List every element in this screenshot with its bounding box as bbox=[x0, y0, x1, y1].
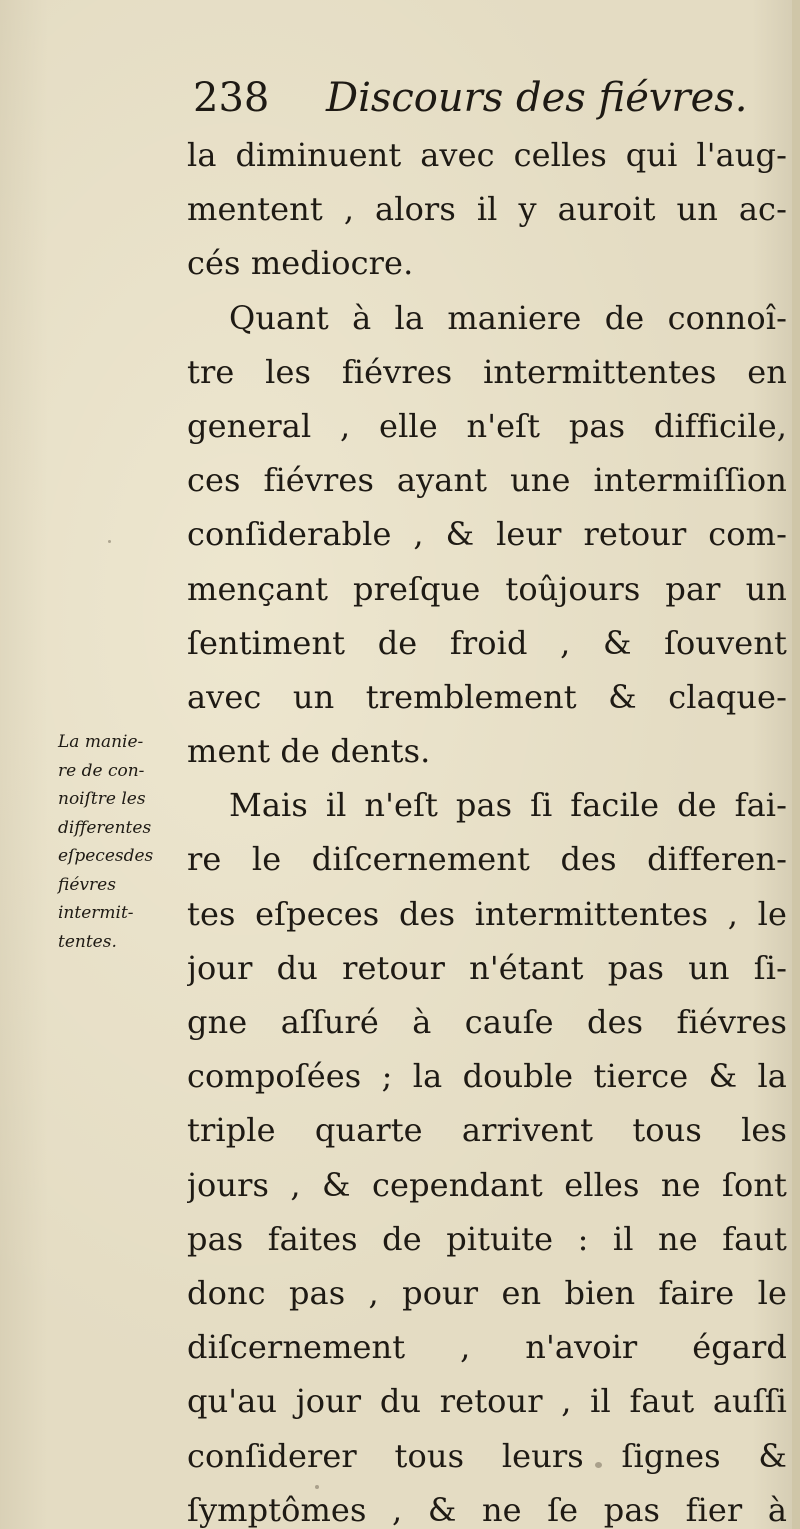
margin-note-line: intermit- bbox=[58, 903, 134, 923]
text-line: mençant preſque toûjours par un bbox=[187, 569, 787, 608]
margin-note-line: re de con- bbox=[58, 760, 145, 781]
running-title: Discours des fiévres. bbox=[326, 75, 748, 121]
text-line: gne aſſuré à cauſe des fiévres bbox=[187, 1003, 787, 1041]
body-text bbox=[187, 128, 787, 1529]
text-line: ſentiment de froid , & ſouvent bbox=[187, 623, 787, 662]
text-line: pas faites de pituite : il ne faut bbox=[187, 1219, 787, 1258]
text-line: qu'au jour du retour , il faut auſſi bbox=[187, 1382, 787, 1421]
margin-note-line: fiévres bbox=[58, 874, 116, 895]
margin-note-line: tentes. bbox=[58, 931, 117, 952]
text-line: conſiderer tous leurs ſignes & bbox=[187, 1436, 787, 1475]
margin-note bbox=[58, 728, 188, 956]
text-line: tre les fiévres intermittentes en bbox=[187, 352, 787, 391]
text-line: tes eſpeces des intermittentes , le bbox=[187, 894, 787, 933]
text-line: re le diſcernement des differen- bbox=[187, 840, 787, 879]
text-line: triple quarte arrivent tous les bbox=[187, 1111, 787, 1150]
paper-speck bbox=[315, 1485, 319, 1489]
text-line: conſiderable , & leur retour com- bbox=[187, 515, 787, 554]
text-line: jour du retour n'étant pas un ſi- bbox=[187, 948, 787, 987]
text-line: jours , & cependant elles ne ſont bbox=[187, 1165, 787, 1204]
text-line: avec un tremblement & claque- bbox=[187, 677, 787, 716]
margin-note-line: La manie- bbox=[58, 732, 144, 752]
text-line: diſcernement , n'avoir égard bbox=[187, 1328, 787, 1367]
text-line: ſymptômes , & ne ſe pas fier à bbox=[187, 1490, 787, 1529]
text-line: mentent , alors il y auroit un ac- bbox=[187, 190, 787, 229]
text-line: compoſées ; la double tierce & la bbox=[187, 1057, 787, 1096]
text-line: ces fiévres ayant une intermiſſion bbox=[187, 461, 787, 500]
margin-note-line: differentes bbox=[58, 817, 152, 838]
text-line: general , elle n'eſt pas difficile, bbox=[187, 406, 787, 445]
page-header bbox=[193, 70, 753, 126]
page-number: 238 bbox=[193, 75, 270, 121]
text-line: Quant à la maniere de connoî- bbox=[229, 298, 787, 337]
margin-note-line: noiſtre les bbox=[58, 789, 146, 809]
text-line: donc pas , pour en bien faire le bbox=[187, 1273, 787, 1312]
paper-speck bbox=[108, 540, 111, 543]
text-line: cés mediocre. bbox=[187, 244, 414, 283]
text-line: la diminuent avec celles qui l'aug- bbox=[187, 136, 787, 174]
text-line: Mais il n'eſt pas ſi facile de fai- bbox=[229, 786, 787, 825]
page-edge bbox=[792, 0, 800, 1529]
margin-note-line: eſpecesdes bbox=[58, 846, 154, 866]
paper-speck bbox=[595, 1462, 602, 1468]
text-line: ment de dents. bbox=[187, 732, 431, 771]
